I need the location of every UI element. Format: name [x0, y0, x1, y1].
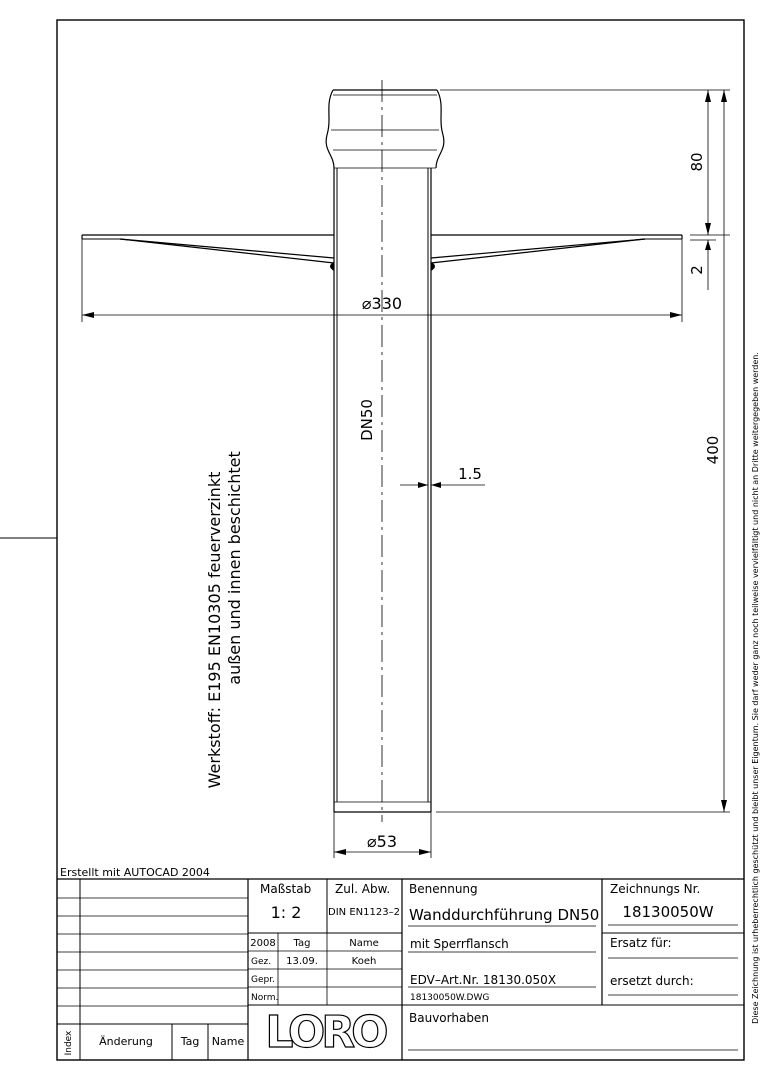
dimension-lines [82, 90, 730, 858]
dim-top-section: 80 [688, 152, 706, 172]
scale-label: Maßstab [260, 882, 312, 896]
material-note-line1: Werkstoff: E195 EN10305 feuerverzinkt [205, 471, 224, 789]
loro-logo [265, 1007, 387, 1058]
dim-flange-diameter: ⌀330 [361, 294, 403, 313]
material-note-line2: außen und innen beschichtet [225, 451, 244, 685]
subtitle: mit Sperrflansch [410, 937, 509, 951]
project-label: Bauvorhaben [409, 1011, 489, 1025]
drawn-date: 13.09. [286, 956, 318, 967]
year-value: 2008 [250, 938, 276, 949]
dim-wall-thickness: 1.5 [458, 465, 482, 483]
dim-total-length: 400 [704, 435, 722, 465]
norm-label: Norm. [251, 993, 279, 1003]
name-header: Name [349, 938, 379, 949]
created-with: Erstellt mit AUTOCAD 2004 [60, 866, 210, 879]
checked-label: Gepr. [251, 975, 275, 985]
dim-pipe-diameter: ⌀53 [367, 832, 397, 851]
drawing-no-value: 18130050W [622, 903, 714, 921]
loro-logo-text: LORO [265, 1007, 385, 1058]
drawn-label: Gez. [251, 957, 272, 967]
replacement-for: Ersatz für: [610, 936, 672, 950]
replaced-by: ersetzt durch: [610, 974, 694, 988]
dim-flange-thickness: 2 [688, 265, 706, 275]
revision-day-header: Tag [180, 1035, 200, 1048]
dim-nominal-size: DN50 [358, 399, 376, 441]
file-name: 18130050W.DWG [410, 993, 490, 1003]
revision-name-header: Name [211, 1035, 245, 1048]
copyright-notice: Diese Zeichnung ist urheberrechtlich geschützt und bleibt unser Eigentum. Sie darf weder ganz noch teilweise vervielfältigt und nicht an Dritte weitergegeben werden. [751, 352, 760, 1024]
revision-index-header: Index [64, 1030, 74, 1056]
scale-value: 1: 2 [270, 903, 302, 922]
drawing-no-label: Zeichnungs Nr. [610, 882, 701, 896]
pipe [326, 80, 444, 822]
designation-value: Wanddurchführung DN50 [409, 906, 600, 924]
drawn-name: Koeh [351, 956, 377, 967]
tolerance-label: Zul. Abw. [335, 882, 391, 896]
revision-change-header: Änderung [99, 1035, 153, 1048]
designation-label: Benennung [409, 882, 478, 896]
tag-header: Tag [293, 938, 311, 949]
article-number: EDV–Art.Nr. 18130.050X [410, 973, 557, 987]
tolerance-value: DIN EN1123–2 [328, 907, 400, 918]
